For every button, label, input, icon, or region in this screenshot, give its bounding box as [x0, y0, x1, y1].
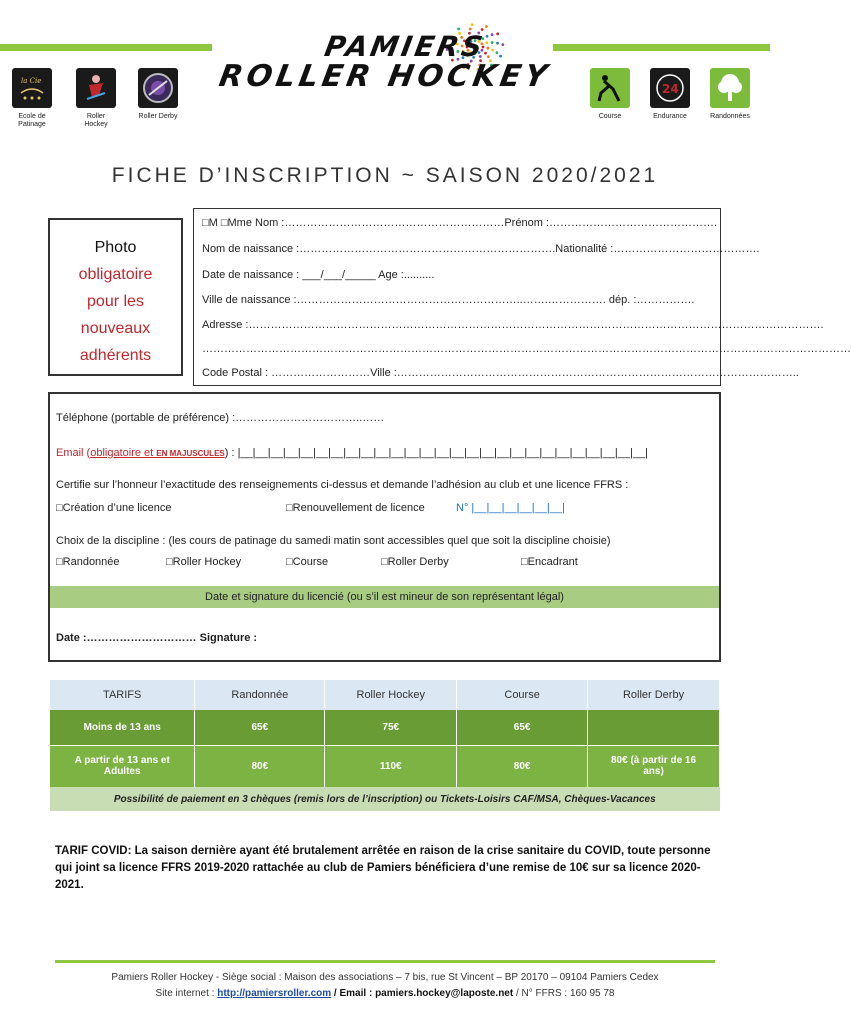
endurance-24h-icon	[650, 68, 690, 108]
site-label: Site internet :	[155, 988, 218, 999]
table-row	[50, 710, 720, 745]
phone-field[interactable]: Téléphone (portable de préférence) :……………………………..……	[56, 412, 385, 424]
discipline-endurance	[650, 68, 690, 121]
tarifs-table	[50, 680, 720, 811]
name-field[interactable]: □M □Mme Nom :……………………………………………………Prénom :……………………………………….	[202, 217, 718, 229]
date-signature-field[interactable]: Date :………………………… Signature :	[56, 632, 258, 644]
discipline-randonnees	[710, 68, 750, 121]
email-boxes: ) : |__|__|__|__|__|__|__|__|__|__|__|__|__|__|__|__|__|__|__|__|__|__|__|__|__|__|__|	[224, 447, 648, 459]
discipline-roller-hockey-checkbox[interactable]: □Roller Hockey	[166, 556, 242, 568]
photo-line: obligatoire	[78, 266, 153, 283]
footer-contact	[0, 988, 770, 999]
logo-line2: ROLLER HOCKEY	[216, 59, 554, 94]
discipline-label: Roller Derby	[138, 113, 178, 120]
birth-date-field[interactable]: Date de naissance : ___/___/_____ Age :..........	[202, 269, 435, 281]
discipline-choice-text: Choix de la discipline : (les cours de patinage du samedi matin sont accessibles quel que soit la discipline choisie)	[56, 535, 611, 547]
discipline-course-checkbox[interactable]: □Course	[286, 556, 329, 568]
address-field-2[interactable]: ……………………………………………………………………………………………………………………………………………………………	[202, 343, 851, 355]
table-cell: 65€	[195, 710, 325, 745]
address-field[interactable]: Adresse :………………………………………………………………………………………………………………………………………….	[202, 319, 824, 331]
photo-placeholder	[48, 218, 183, 376]
licence-number-field[interactable]: N° |__|__|__|__|__|__|	[456, 502, 565, 514]
email-label: Email (	[56, 447, 91, 459]
discipline-roller-derby-checkbox[interactable]: □Roller Derby	[381, 556, 449, 568]
footer-green-bar	[55, 960, 715, 963]
svg-text:la Cie: la Cie	[21, 77, 42, 85]
table-cell: 80€ (à partir de 16 ans)	[588, 745, 720, 787]
roller-derby-icon	[138, 68, 178, 108]
contact-section	[48, 392, 721, 662]
discipline-label: Endurance	[653, 113, 687, 120]
table-row	[50, 745, 720, 787]
logo-dot	[471, 23, 474, 26]
table-header-cell: Randonnée	[195, 680, 325, 710]
table-cell: 65€	[457, 710, 588, 745]
table-header-row	[50, 680, 720, 710]
logo-dot	[485, 25, 488, 28]
postal-city-field[interactable]: Code Postal : ………………………Ville :………………………………………………………………………………………………..	[202, 367, 799, 379]
discipline-label: Randonnées	[710, 113, 750, 120]
tree-icon	[710, 68, 750, 108]
logo-line1: PAMIERS	[322, 30, 488, 63]
ffrs-number: / N° FFRS : 160 95 78	[513, 988, 615, 999]
email-caps: EN MAJUSCULES	[156, 449, 225, 458]
header-green-bar-right	[553, 44, 770, 51]
photo-line: adhérents	[79, 347, 152, 364]
covid-notice: TARIF COVID: La saison dernière ayant été brutalement arrêtée en raison de la crise sanitaire du COVID, toute personne qui joint sa licence FFRS 2019-2020 rattachée au club de Pamiers bénéficiera d’une remise de 10€ sur sa licence 2020-2021.	[55, 845, 711, 891]
table-cell: 80€	[457, 745, 588, 787]
table-header-cell: Roller Hockey	[325, 680, 457, 710]
signature-band	[50, 586, 719, 608]
photo-line: nouveaux	[80, 320, 151, 337]
table-header-cell: TARIFS	[50, 680, 195, 710]
discipline-ecole-patinage	[12, 68, 52, 129]
email-mandatory: obligatoire et	[90, 447, 157, 459]
table-cell: 75€	[325, 710, 457, 745]
licence-creation-checkbox[interactable]: □Création d’une licence	[56, 502, 172, 514]
site-link[interactable]: http://pamiersroller.com	[217, 988, 332, 999]
discipline-roller-hockey	[76, 68, 116, 129]
identity-section	[193, 208, 851, 386]
birth-name-field[interactable]: Nom de naissance :…………………………………………………………….Nationalité :………………………………….	[202, 243, 760, 255]
table-note-row	[50, 787, 720, 811]
discipline-course	[590, 68, 630, 121]
badge-24: 24	[662, 82, 679, 96]
discipline-roller-derby	[138, 68, 178, 121]
photo-line: Photo	[94, 239, 137, 256]
club-logo	[205, 30, 565, 94]
table-cell	[588, 710, 720, 745]
licence-renewal-checkbox[interactable]: □Renouvellement de licence	[286, 502, 425, 514]
discipline-label: Ecole de Patinage	[18, 113, 46, 128]
header-green-bar-left	[0, 44, 212, 51]
discipline-randonnee-checkbox[interactable]: □Randonnée	[56, 556, 120, 568]
discipline-encadrant-checkbox[interactable]: □Encadrant	[521, 556, 578, 568]
roller-hockey-icon	[76, 68, 116, 108]
discipline-label: Course	[598, 113, 622, 120]
table-header-cell: Roller Derby	[588, 680, 720, 710]
page-title: FICHE D’INSCRIPTION ~ SAISON 2020/2021	[111, 164, 659, 187]
email-field[interactable]	[56, 447, 716, 459]
signature-band-text: Date et signature du licencié (ou s’il est mineur de son représentant légal)	[205, 591, 564, 603]
discipline-label: Roller Hockey	[84, 113, 108, 128]
skating-school-icon	[12, 68, 52, 108]
footer-address: Pamiers Roller Hockey - Siège social : Maison des associations – 7 bis, rue St Vincent – BP 20170 – 09104 Pamiers Cedex	[111, 972, 659, 983]
payment-note: Possibilité de paiement en 3 chèques (remis lors de l’inscription) ou Tickets-Loisirs CAF/MSA, Chèques-Vacances	[50, 787, 720, 811]
email-sep: / Email :	[331, 988, 376, 999]
certify-text: Certifie sur l’honneur l’exactitude des renseignements ci-dessus et demande l’adhésion au club et une licence FFRS :	[56, 479, 629, 491]
table-header-cell: Course	[457, 680, 588, 710]
table-cell: A partir de 13 ans et Adultes	[50, 745, 195, 787]
photo-line: pour les	[87, 293, 144, 310]
table-cell: 80€	[195, 745, 325, 787]
table-cell: Moins de 13 ans	[50, 710, 195, 745]
table-cell: 110€	[325, 745, 457, 787]
speed-skater-icon	[590, 68, 630, 108]
birth-city-field[interactable]: Ville de naissance :……………………………………………………..…….……………. dép. :…………….	[202, 294, 695, 306]
footer-email[interactable]: pamiers.hockey@laposte.net	[375, 988, 514, 999]
